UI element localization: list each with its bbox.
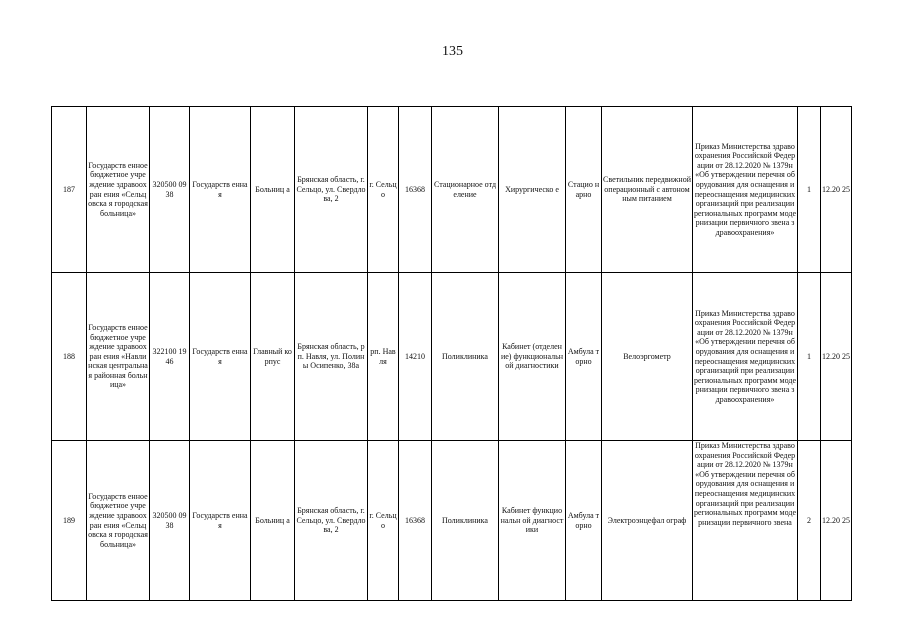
page-number: 135 <box>442 44 463 59</box>
care-type-cell: Амбула торно <box>566 273 602 441</box>
department-cell: Поликлиника <box>432 273 499 441</box>
order-cell: Приказ Министерства здравоохранения Российской Федерации от 28.12.2020 № 1379н «Об утверждении перечня оборудования для оснащения и переоснащения медицинских организаций при реализации региональных программ модернизации первичного звена здравоохранения» <box>693 273 798 441</box>
building-cell: Главный корпус <box>251 273 295 441</box>
date-cell: 12.20 25 <box>821 273 852 441</box>
unit-cell: Кабинет функциональн ой диагностики <box>499 441 566 601</box>
equipment-registry-table <box>51 106 852 601</box>
index-cell: 16368 <box>399 441 432 601</box>
settlement-cell: рп. Навля <box>368 273 399 441</box>
code-cell: 320500 0938 <box>150 107 190 273</box>
address-cell: Брянская область, г. Сельцо, ул. Свердлова, 2 <box>295 107 368 273</box>
institution-cell: Государств енное бюджетное учреждение здравоохран ения «Сельцовска я городская больница» <box>87 107 150 273</box>
row-number-cell: 187 <box>52 107 87 273</box>
building-cell: Больниц а <box>251 441 295 601</box>
date-cell: 12.20 25 <box>821 107 852 273</box>
unit-cell: Хирургическо е <box>499 107 566 273</box>
settlement-cell: г. Сельц о <box>368 441 399 601</box>
equipment-cell: Электроэнцефал ограф <box>602 441 693 601</box>
building-cell: Больниц а <box>251 107 295 273</box>
table-row <box>52 107 852 273</box>
order-cell: Приказ Министерства здравоохранения Российской Федерации от 28.12.2020 № 1379н «Об утверждении перечня оборудования для оснащения и переоснащения медицинских организаций при реализации региональных программ модернизации первичного звена <box>693 441 798 601</box>
institution-cell: Государств енное бюджетное учреждение здравоохран ения «Навлинская центральная районная больница» <box>87 273 150 441</box>
department-cell: Стационарное отделение <box>432 107 499 273</box>
order-cell: Приказ Министерства здравоохранения Российской Федерации от 28.12.2020 № 1379н «Об утверждении перечня оборудования для оснащения и переоснащения медицинских организаций при реализации региональных программ модернизации первичного звена здравоохранения» <box>693 107 798 273</box>
table-row <box>52 441 852 601</box>
ownership-cell: Государств енная <box>190 107 251 273</box>
address-cell: Брянская область, г. Сельцо, ул. Свердлова, 2 <box>295 441 368 601</box>
equipment-cell: Велоэргометр <box>602 273 693 441</box>
quantity-cell: 2 <box>798 441 821 601</box>
code-cell: 320500 0938 <box>150 441 190 601</box>
table-row <box>52 273 852 441</box>
ownership-cell: Государств енная <box>190 273 251 441</box>
ownership-cell: Государств енная <box>190 441 251 601</box>
quantity-cell: 1 <box>798 273 821 441</box>
date-cell: 12.20 25 <box>821 441 852 601</box>
equipment-cell: Светильник передвижной операционный с автономным питанием <box>602 107 693 273</box>
care-type-cell: Амбула торно <box>566 441 602 601</box>
settlement-cell: г. Сельц о <box>368 107 399 273</box>
code-cell: 322100 1946 <box>150 273 190 441</box>
row-number-cell: 188 <box>52 273 87 441</box>
department-cell: Поликлиника <box>432 441 499 601</box>
care-type-cell: Стацио нарно <box>566 107 602 273</box>
address-cell: Брянская область, рп. Навля, ул. Полины Осипенко, 38а <box>295 273 368 441</box>
index-cell: 14210 <box>399 273 432 441</box>
quantity-cell: 1 <box>798 107 821 273</box>
index-cell: 16368 <box>399 107 432 273</box>
institution-cell: Государств енное бюджетное учреждение здравоохран ения «Сельцовска я городская больница» <box>87 441 150 601</box>
row-number-cell: 189 <box>52 441 87 601</box>
unit-cell: Кабинет (отделение) функциональн ой диагностики <box>499 273 566 441</box>
